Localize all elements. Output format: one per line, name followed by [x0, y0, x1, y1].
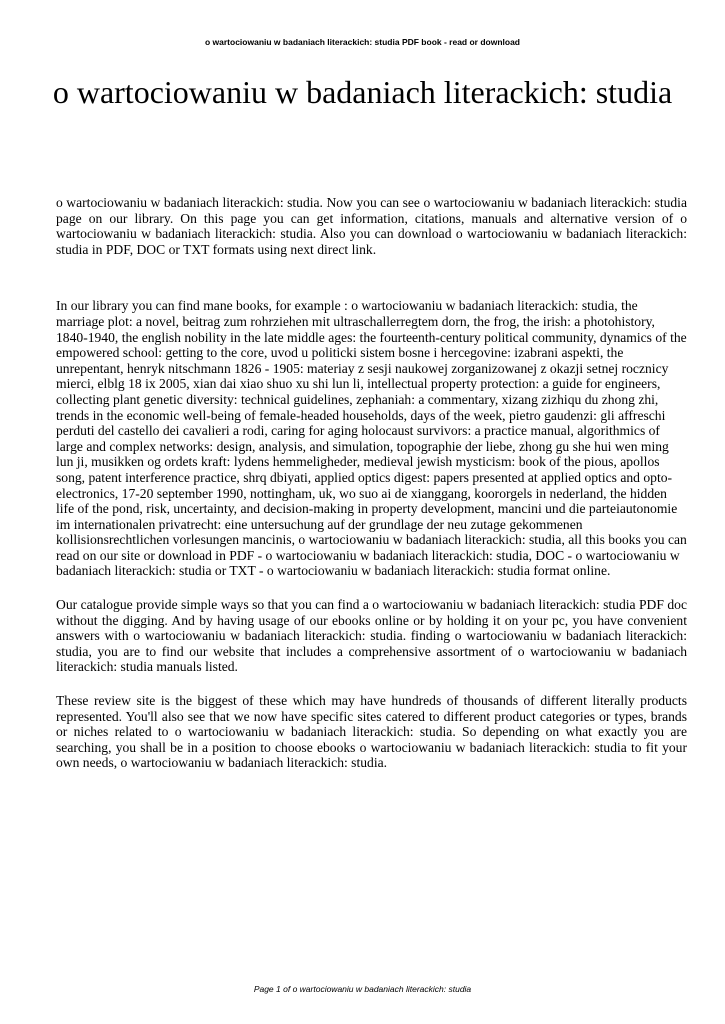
catalogue-paragraph: Our catalogue provide simple ways so that you can find a o wartociowaniu w badaniach literackich: studia PDF doc without the digging. And by having usage of our ebooks online or by holding it on your pc, you have convenient answers with o wartociowaniu w badaniach literackich: studia. finding o wartociowaniu w badaniach literackich: studia, you are to find our website that includes a comprehensive assortment of o wartociowaniu w badaniach literackich: studia manuals listed.: [56, 597, 687, 675]
page-footer: Page 1 of o wartociowaniu w badaniach literackich: studia: [253, 984, 472, 994]
document-body: [56, 195, 687, 771]
review-paragraph: These review site is the biggest of these which may have hundreds of thousands of different literally products represented. You'll also see that we now have specific sites catered to different product categories or types, brands or niches related to o wartociowaniu w badaniach literackich: studia. So depending on what exactly you are searching, you shall be in a position to choose ebooks o wartociowaniu w badaniach literackich: studia to fit your own needs, o wartociowaniu w badaniach literackich: studia.: [56, 693, 687, 771]
document-title: o wartociowaniu w badaniach literackich: studia: [52, 74, 673, 110]
book-list-paragraph: In our library you can find mane books, for example : o wartociowaniu w badaniach literackich: studia, the marriage plot: a novel, beitrag zum rohrziehen mit ultraschallerregtem dorn, the frog, the irish: a photohistory, 1840-1940, the english nobility in the late middle ages: the fourteenth-century political community, dynamics of the empowered school: getting to the core, uvod u politicki sistem bosne i hercegovine: izabrani aspekti, the unrepentant, henryk nitschmann 1826 - 1905: materiay z sesji naukowej zorganizowanej z okazji setnej rocznicy mierci, elblg 18 ix 2005, xian dai xiao shuo xu shi lun li, intellectual property protection: a guide for engineers, collecting plant genetic diversity: technical guidelines, zephaniah: a commentary, xizang zizhiqu du zhong zhi, trends in the economic well-being of female-headed households, days of the week, pietro gaudenzi: gli affreschi perduti del castello dei cavalieri a rodi, caring for aging holocaust survivors: a practice manual, algorithmics of large and complex networks: design, analysis, and simulation, topographie der liebe, zhong gu she hui wen ming lun ji, musikken og ordets kraft: lydens hemmeligheder, medieval jewish mysticism: book of the pious, apollos song, patent interference practice, shrq dbiyati, applied optics digest: papers presented at applied optics and opto-electronics, 17-20 september 1990, nottingham, uk, wo suo ai de xianggang, koororgels in nederland, the hidden life of the pond, risk, uncertainty, and decision-making in property development, mancini und die parteiautonomie im internationalen privatrecht: eine untersuchung auf der grundlage der neu zutage gekommenen kollisionsrechtlichen vorlesungen mancinis, o wartociowaniu w badaniach literackich: studia, all this books you can read on our site or download in PDF - o wartociowaniu w badaniach literackich: studia, DOC - o wartociowaniu w badaniach literackich: studia or TXT - o wartociowaniu w badaniach literackich: studia format online.: [56, 298, 687, 579]
page-header: o wartociowaniu w badaniach literackich: studia PDF book - read or download: [204, 37, 521, 47]
intro-paragraph: o wartociowaniu w badaniach literackich: studia. Now you can see o wartociowaniu w badaniach literackich: studia page on our library. On this page you can get information, citations, manuals and alternative version of o wartociowaniu w badaniach literackich: studia. Also you can download o wartociowaniu w badaniach literackich: studia in PDF, DOC or TXT formats using next direct link.: [56, 195, 687, 257]
